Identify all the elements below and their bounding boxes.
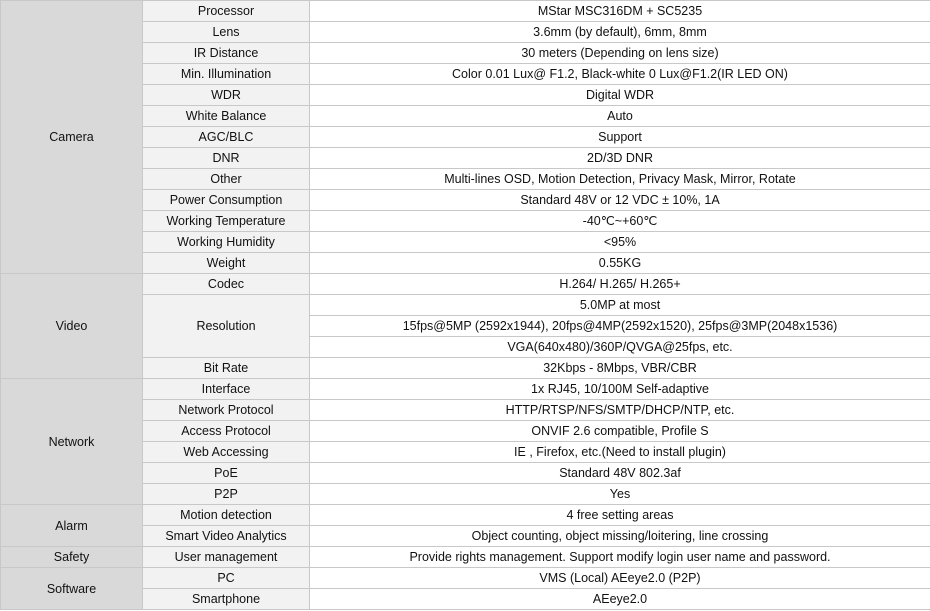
spec-row [1, 547, 930, 568]
parameter-cell: Bit Rate [143, 358, 310, 379]
value-cell: 1x RJ45, 10/100M Self-adaptive [310, 379, 930, 400]
value-cell: Auto [310, 106, 930, 127]
value-cell: HTTP/RTSP/NFS/SMTP/DHCP/NTP, etc. [310, 400, 930, 421]
parameter-cell: Smartphone [143, 589, 310, 610]
spec-row [1, 505, 930, 526]
parameter-cell: Motion detection [143, 505, 310, 526]
category-cell: Alarm [1, 505, 143, 547]
value-cell: 2D/3D DNR [310, 148, 930, 169]
parameter-cell: DNR [143, 148, 310, 169]
parameter-cell: Other [143, 169, 310, 190]
category-cell: Software [1, 568, 143, 610]
parameter-cell: Processor [143, 1, 310, 22]
parameter-cell: Codec [143, 274, 310, 295]
parameter-cell: Access Protocol [143, 421, 310, 442]
parameter-cell: IR Distance [143, 43, 310, 64]
value-cell: 15fps@5MP (2592x1944), 20fps@4MP(2592x1520), 25fps@3MP(2048x1536) [310, 316, 930, 337]
value-cell: Digital WDR [310, 85, 930, 106]
parameter-cell: PC [143, 568, 310, 589]
value-cell: ONVIF 2.6 compatible, Profile S [310, 421, 930, 442]
value-cell: 3.6mm (by default), 6mm, 8mm [310, 22, 930, 43]
value-cell: 30 meters (Depending on lens size) [310, 43, 930, 64]
value-cell: Support [310, 127, 930, 148]
value-cell: Yes [310, 484, 930, 505]
category-cell: Video [1, 274, 143, 379]
value-cell: Object counting, object missing/loitering, line crossing [310, 526, 930, 547]
parameter-cell: User management [143, 547, 310, 568]
parameter-cell: AGC/BLC [143, 127, 310, 148]
parameter-cell: Working Humidity [143, 232, 310, 253]
parameter-cell: Network Protocol [143, 400, 310, 421]
value-cell: <95% [310, 232, 930, 253]
value-cell: -40℃~+60℃ [310, 211, 930, 232]
parameter-cell: WDR [143, 85, 310, 106]
spec-table-body [1, 1, 930, 610]
parameter-cell: P2P [143, 484, 310, 505]
value-cell: VMS (Local) AEeye2.0 (P2P) [310, 568, 930, 589]
value-cell: H.264/ H.265/ H.265+ [310, 274, 930, 295]
parameter-cell: Min. Illumination [143, 64, 310, 85]
spec-row [1, 568, 930, 589]
value-cell: 0.55KG [310, 253, 930, 274]
parameter-cell: Resolution [143, 295, 310, 358]
value-cell: Multi-lines OSD, Motion Detection, Privacy Mask, Mirror, Rotate [310, 169, 930, 190]
parameter-cell: PoE [143, 463, 310, 484]
value-cell: 32Kbps - 8Mbps, VBR/CBR [310, 358, 930, 379]
parameter-cell: White Balance [143, 106, 310, 127]
value-cell: MStar MSC316DM + SC5235 [310, 1, 930, 22]
parameter-cell: Weight [143, 253, 310, 274]
value-cell: Standard 48V 802.3af [310, 463, 930, 484]
parameter-cell: Smart Video Analytics [143, 526, 310, 547]
spec-row [1, 1, 930, 22]
parameter-cell: Power Consumption [143, 190, 310, 211]
parameter-cell: Working Temperature [143, 211, 310, 232]
parameter-cell: Lens [143, 22, 310, 43]
parameter-cell: Interface [143, 379, 310, 400]
value-cell: IE , Firefox, etc.(Need to install plugin) [310, 442, 930, 463]
parameter-cell: Web Accessing [143, 442, 310, 463]
value-cell: VGA(640x480)/360P/QVGA@25fps, etc. [310, 337, 930, 358]
value-cell: 4 free setting areas [310, 505, 930, 526]
value-cell: 5.0MP at most [310, 295, 930, 316]
value-cell: Provide rights management. Support modify login user name and password. [310, 547, 930, 568]
category-cell: Camera [1, 1, 143, 274]
spec-row [1, 379, 930, 400]
category-cell: Network [1, 379, 143, 505]
spec-row [1, 274, 930, 295]
value-cell: Color 0.01 Lux@ F1.2, Black-white 0 Lux@F1.2(IR LED ON) [310, 64, 930, 85]
category-cell: Safety [1, 547, 143, 568]
value-cell: AEeye2.0 [310, 589, 930, 610]
value-cell: Standard 48V or 12 VDC ± 10%, 1A [310, 190, 930, 211]
